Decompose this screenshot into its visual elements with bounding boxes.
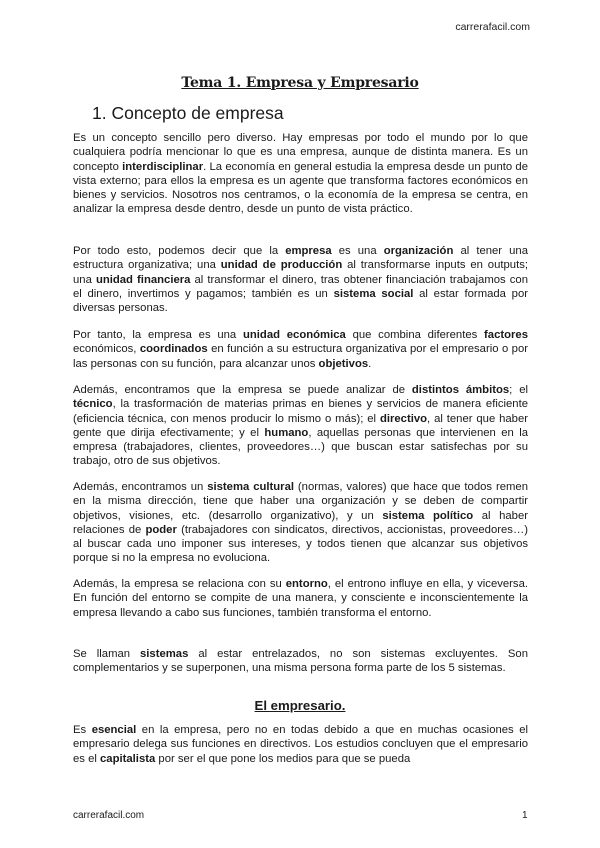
paragraph [73, 383, 528, 469]
text-run: Por tanto, la empresa es una [73, 329, 243, 341]
text-run: , al tener que haber gente que dirija efectivamente; y el [73, 412, 529, 439]
document-title: Tema 1. Empresa y Empresario [181, 75, 419, 91]
paragraph [73, 328, 528, 371]
bold-term: sistema político [382, 509, 474, 522]
bold-term: empresa [285, 245, 332, 257]
text-run: Por todo esto, podemos decir que la [73, 245, 286, 257]
text-run: Es [73, 724, 92, 736]
paragraph [73, 647, 528, 676]
text-run: Es un concepto sencillo pero diverso. Hay empresas por todo el mundo por lo que cualquiera podría mencionar lo que es una empresa, aunque de distinta manera. Es un concepto [73, 132, 528, 173]
bold-term: interdisciplinar [122, 160, 204, 173]
text-run: económicos, [73, 343, 140, 356]
text-run: al transformar el dinero, tras obtener financiación trabajamos con el dinero, invertimos y pagamos; también es un [73, 273, 528, 300]
paragraph [73, 244, 528, 315]
text-run: Se llaman [73, 648, 141, 660]
bold-term: sistema social [333, 287, 414, 300]
bold-term: capitalista [100, 752, 156, 765]
header-site-name: carrerafacil.com [455, 21, 530, 33]
text-run: por ser el que pone los medios para que se pueda [155, 752, 411, 765]
bold-term: directivo [379, 412, 428, 425]
bold-term: objetivos [318, 357, 369, 370]
paragraph [73, 723, 528, 766]
bold-term: unidad financiera [95, 273, 191, 286]
text-run: Además, encontramos un [73, 481, 208, 493]
text-run: en la empresa, pero no en todas debido a que en muchas ocasiones el empresario delega sus funciones en directivos. Los estudios concluyen que el empresario es el [73, 724, 528, 765]
bold-term: esencial [91, 724, 137, 736]
text-run: al transformarse inputs en outputs; una [73, 259, 528, 286]
page-number: 1 [522, 810, 528, 821]
bold-term: sistemas [140, 648, 189, 660]
text-run: al tener una estructura organizativa; una [73, 245, 528, 272]
text-run: que combina diferentes [345, 329, 485, 341]
text-run: al estar entrelazados, no son sistemas excluyentes. Son complementarios y se superponen, una misma persona forma parte de los 5 sistemas. [73, 648, 528, 675]
text-run: ; el [509, 384, 528, 396]
bold-term: distintos ámbitos [411, 384, 510, 396]
paragraph [73, 131, 528, 217]
bold-term: unidad económica [242, 329, 346, 341]
section-heading-empresario: El empresario. [254, 698, 346, 713]
bold-term: poder [145, 523, 177, 536]
bold-term: coordinados [139, 343, 208, 356]
text-run: (normas, valores) que hace que todos remen en la misma dirección, tiene que haber una organización y se deben de compartir objetivos, visiones, etc. (desarrollo organizativo), y un [73, 481, 528, 522]
bold-term: técnico [73, 398, 113, 411]
text-run: al estar formada por diversas personas. [73, 287, 529, 315]
bold-term: humano [264, 426, 309, 439]
paragraph [73, 480, 528, 566]
text-run: , la trasformación de materias primas en bienes y servicios de manera eficiente (eficiencia técnica, con menos producir lo mismo o más); el [73, 398, 528, 425]
bold-term: entorno [285, 578, 328, 590]
text-run: , el entrono influye en ella, y viceversa. En función del entorno se compite de una manera, y consciente e inconscientemente la empresa llevando a cabo sus funciones, también transforma el entorno. [73, 578, 528, 619]
text-run: al haber relaciones de [73, 509, 528, 536]
text-run: . [368, 357, 372, 370]
text-run: (trabajadores con sindicatos, directivos, accionistas, proveedores…) al buscar cada uno imponer sus intereses, y todos tienen que alcanzar sus objetivos porque si no la empresa no evoluciona. [73, 523, 529, 565]
bold-term: factores [484, 329, 528, 341]
section-heading-concepto: 1. Concepto de empresa [92, 103, 284, 123]
bold-term: sistema cultural [207, 481, 294, 493]
text-run: , aquellas personas que intervienen en la empresa (trabajadores, clientes, proveedores…) que buscan estar satisfechas por su trabajo, otro de sus objetivos. [73, 426, 528, 468]
text-run: . La economía en general estudia la empresa desde un punto de vista externo; para ellos la empresa es un agente que transforma factores económicos en bienes y servicios. Nosotros nos centramos, o la economía de la empresa se centra, en analizar la empresa desde dentro, desde un punto de vista práctico. [73, 160, 528, 216]
text-run: Además, encontramos que la empresa se puede analizar de [73, 384, 412, 396]
paragraph [73, 577, 528, 620]
text-run: es una [331, 245, 384, 257]
footer-site-name: carrerafacil.com [73, 810, 145, 821]
bold-term: unidad de producción [220, 259, 343, 272]
text-run: Además, la empresa se relaciona con su [73, 578, 286, 590]
text-run: en función a su estructura organizativa por el empresario o por las personas con su función, para alcanzar unos [73, 343, 528, 370]
bold-term: organización [383, 245, 454, 257]
